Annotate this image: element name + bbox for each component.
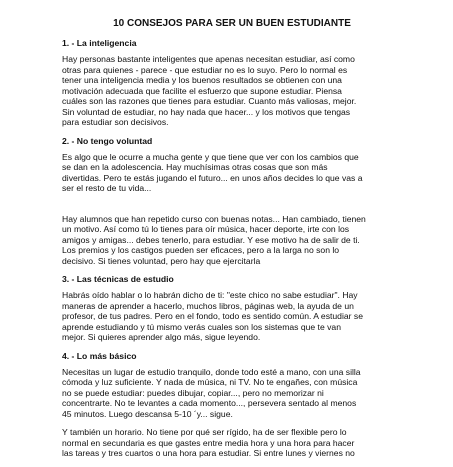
section-heading-tecnicas: 3. - Las técnicas de estudio xyxy=(62,274,174,284)
text-line: Hay personas bastante inteligentes que apenas necesitan estudiar, así como xyxy=(62,54,355,64)
text-line: cuáles son las razones que tienes para estudiar. Cuanto más valiosas, mejor. xyxy=(62,96,357,106)
text-line: Y también un horario. No tiene por qué ser rígido, ha de ser flexible pero lo xyxy=(62,427,347,437)
text-line: concentrarte. No te levantes a cada momento..., persevera sentado al menos xyxy=(62,398,357,408)
text-line: aprende estudiando y tú mismo verás cuales son los sistemas que te van xyxy=(62,321,341,332)
text-line: Los premios y los castigos pueden ser eficaces, pero a la larga no son lo xyxy=(62,245,340,255)
text-line: para estudiar son decisivos. xyxy=(62,117,169,127)
text-line: Hay alumnos que han repetido curso con buenas notas... Han cambiado, tienen xyxy=(62,213,366,224)
paragraph xyxy=(62,214,402,267)
text-line: tener una inteligencia media y los buenos resultados se obtienen con una xyxy=(62,75,342,85)
document-page xyxy=(62,18,402,467)
text-line: Necesitas un lugar de estudio tranquilo, donde todo esté a mano, con una silla xyxy=(62,366,361,377)
text-line: se dan en la adolescencia. Hay muchísimas otras cosas que son más xyxy=(62,162,328,172)
text-line: mejor. Si quieres aprender algo más, sigue leyendo. xyxy=(62,332,261,342)
text-line: divertidas. Pero te estás jugando el futuro... en unos años decides lo que vas a xyxy=(62,172,363,183)
text-line: 45 minutos. Luego descansa 5-10 ´y... sigue. xyxy=(62,408,233,419)
text-line: cómoda y luz suficiente. Y nada de música, ni TV. No te engañes, con música xyxy=(62,377,358,387)
section-heading-basico: 4. - Lo más básico xyxy=(62,350,137,361)
paragraph xyxy=(62,290,402,343)
paragraph xyxy=(62,152,402,194)
document-title: 10 CONSEJOS PARA SER UN BUEN ESTUDIANTE xyxy=(113,18,351,29)
text-line: Sin voluntad de estudiar, no hay nada que hacer... y los motivos que tengas xyxy=(62,106,351,117)
paragraph xyxy=(62,54,402,128)
text-line: las tareas y tres cuartos o una hora para estudiar. Si entre lunes y viernes no xyxy=(62,448,355,458)
text-line: otras para quienes - parece - que estudiar no es lo suyo. Pero lo normal es xyxy=(62,64,348,75)
text-line: amigos y amigas... debes tenerlo, para estudiar. Y ese motivo ha de salir de ti. xyxy=(62,234,360,245)
section-heading-voluntad: 2. - No tengo voluntad xyxy=(62,135,153,146)
text-line: profesor, de tus padres. Pero en el fondo, todo es sentido común. A estudiar se xyxy=(62,311,363,321)
text-line: maneras de aprender a hacerlo, muchos libros, páginas web, la ayuda de un xyxy=(62,300,354,311)
text-line: no se puede estudiar: puedes dibujar, copiar..., pero no memorizar ni xyxy=(62,387,324,398)
section-heading-inteligencia: 1. - La inteligencia xyxy=(62,38,137,48)
paragraph xyxy=(62,367,402,420)
text-line: Es algo que le ocurre a mucha gente y que tiene que ver con los cambios que xyxy=(62,151,359,162)
text-line: ser el resto de tu vida... xyxy=(62,183,152,193)
text-line: un motivo. Así como tú lo tienes para oír música, hacer deporte, irte con los xyxy=(62,224,350,234)
text-line: Habrás oído hablar o lo habrán dicho de ti: "este chico no sabe estudiar". Hay xyxy=(62,290,358,300)
text-line: decisivo. Si tienes voluntad, pero hay que ejercitarla xyxy=(62,255,261,266)
text-line: motivación adecuada que facilite el esfuerzo que supone estudiar. Piensa xyxy=(62,85,342,96)
paragraph xyxy=(62,427,402,459)
text-line: normal en secundaria es que gastes entre media hora y una hora para hacer xyxy=(62,437,355,448)
